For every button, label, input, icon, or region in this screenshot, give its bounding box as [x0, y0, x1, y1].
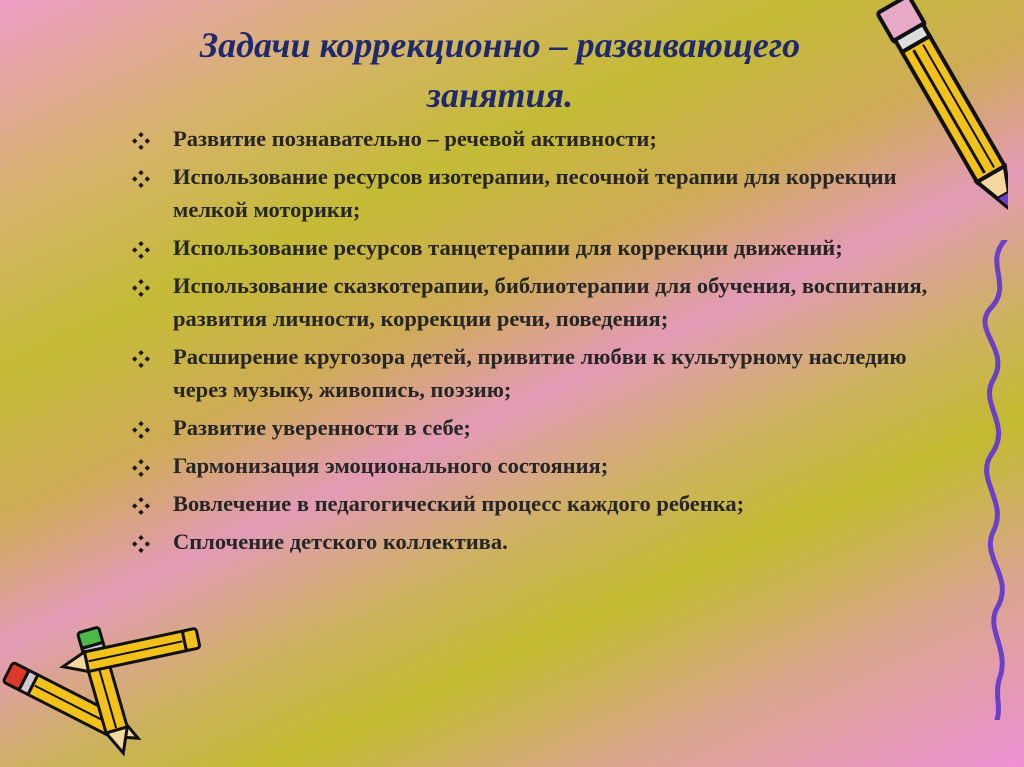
task-text: Вовлечение в педагогический процесс каждого ребенка; [173, 491, 745, 516]
task-item [132, 160, 942, 226]
slide-title [120, 20, 880, 120]
task-item [132, 525, 942, 558]
task-item [132, 449, 942, 482]
diamond-bullet-icon [132, 497, 150, 515]
task-item [132, 487, 942, 520]
diamond-bullet-icon [132, 241, 150, 259]
task-item [132, 231, 942, 264]
task-list [132, 122, 942, 563]
task-text: Развитие уверенности в себе; [173, 415, 471, 440]
task-text: Развитие познавательно – речевой активности; [173, 126, 657, 151]
task-text: Использование ресурсов танцетерапии для коррекции движений; [173, 235, 843, 260]
task-text: Сплочение детского коллектива. [173, 529, 508, 554]
diamond-bullet-icon [132, 535, 150, 553]
task-text: Использование ресурсов изотерапии, песочной терапии для коррекции мелкой моторики; [173, 164, 897, 222]
task-item [132, 340, 942, 406]
task-text: Расширение кругозора детей, привитие любви к культурному наследию через музыку, живопись, поэзию; [173, 344, 907, 402]
task-text: Использование сказкотерапии, библиотерапии для обучения, воспитания, развития личности, коррекции речи, поведения; [173, 273, 928, 331]
title-line-2: занятия. [426, 75, 574, 115]
title-line-1: Задачи коррекционно – развивающего [199, 25, 801, 65]
task-item [132, 122, 942, 155]
diamond-bullet-icon [132, 350, 150, 368]
task-item [132, 411, 942, 444]
squiggle-line [975, 240, 1020, 720]
pencil-icon [858, 0, 1008, 245]
crossed-pencils-icon [0, 620, 210, 760]
diamond-bullet-icon [132, 132, 150, 150]
diamond-bullet-icon [132, 421, 150, 439]
task-text: Гармонизация эмоционального состояния; [173, 453, 609, 478]
diamond-bullet-icon [132, 170, 150, 188]
task-item [132, 269, 942, 335]
diamond-bullet-icon [132, 279, 150, 297]
diamond-bullet-icon [132, 459, 150, 477]
